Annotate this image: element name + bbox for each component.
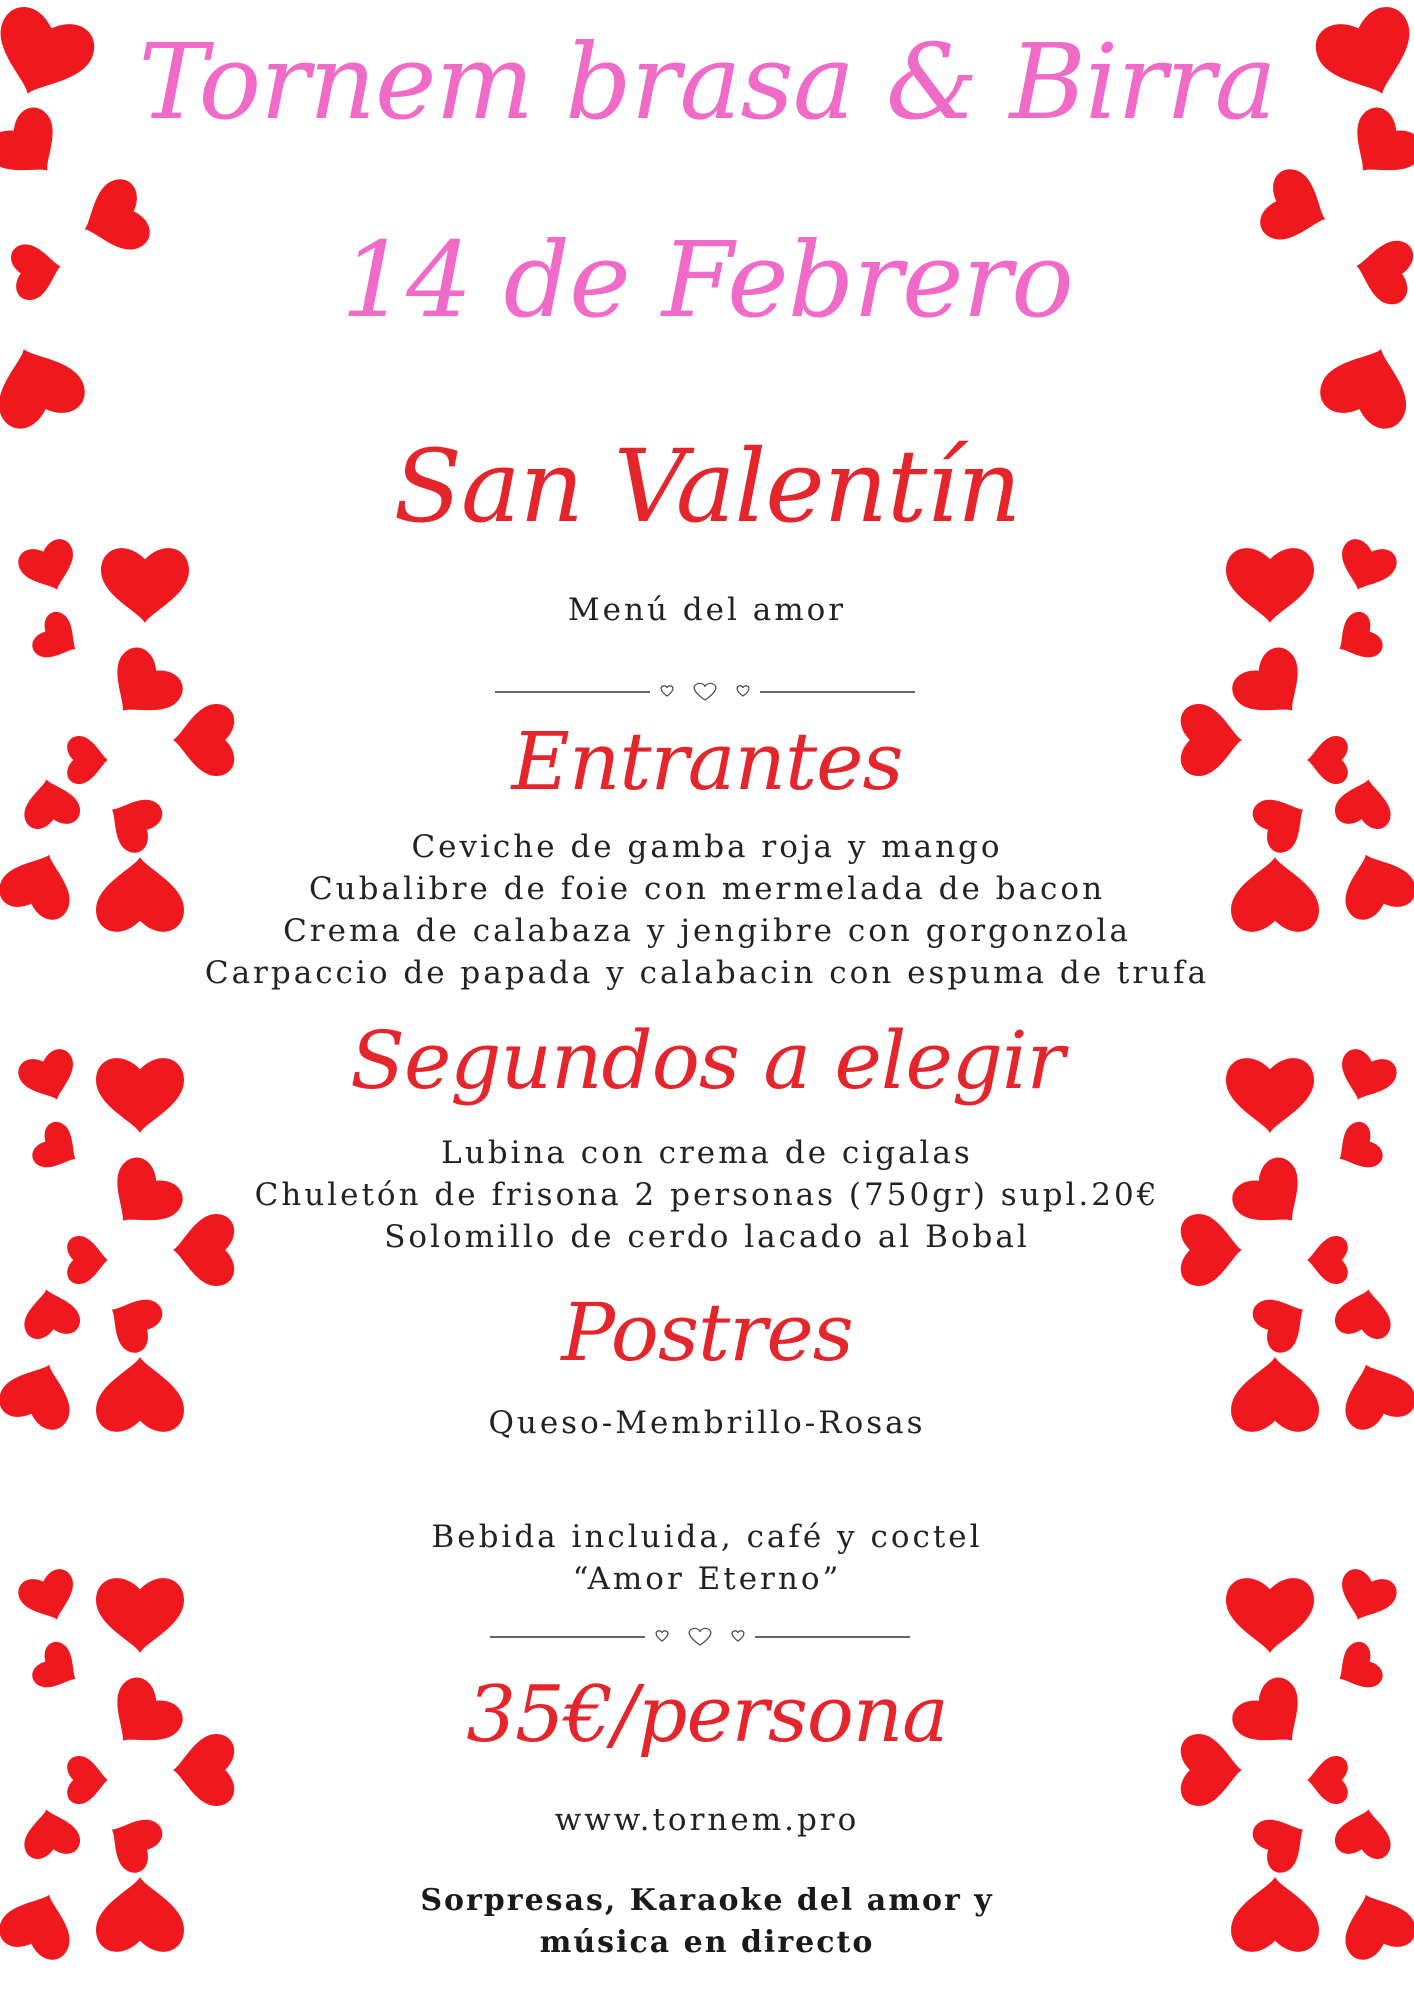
heart-icon: [694, 683, 716, 700]
event-date: 14 de Febrero: [341, 219, 1073, 341]
small-heart-icon: [737, 686, 749, 696]
small-heart-icon: [732, 1631, 744, 1641]
list-item: Queso-Membrillo-Rosas: [488, 1405, 926, 1441]
restaurant-title: Tornem brasa & Birra: [138, 21, 1276, 143]
heart-divider-top: [490, 680, 920, 704]
list-item: Chuletón de frisona 2 personas (750gr) supl.20€: [254, 1177, 1160, 1213]
starters-list: [0, 826, 1414, 994]
website-link[interactable]: www.tornem.pro: [554, 1802, 860, 1838]
extras-info: [0, 1880, 1414, 1964]
drinks-info: [0, 1516, 1414, 1600]
desserts-title: Postres: [561, 1286, 853, 1379]
list-item: Solomillo de cerdo lacado al Bobal: [384, 1219, 1030, 1255]
cocktail-name: “Amor Eterno”: [572, 1561, 842, 1597]
mains-list: [0, 1132, 1414, 1258]
drinks-line: Bebida incluida, café y coctel: [431, 1519, 983, 1555]
list-item: Ceviche de gamba roja y mango: [411, 829, 1003, 865]
desserts-list: [0, 1402, 1414, 1444]
heart-divider-bottom: [485, 1625, 915, 1649]
price: 35€/persona: [466, 1670, 948, 1760]
heart-icon: [689, 1628, 711, 1645]
small-heart-icon: [656, 1631, 668, 1641]
list-item: Lubina con crema de cigalas: [441, 1135, 973, 1171]
list-item: Carpaccio de papada y calabacin con espuma de trufa: [204, 955, 1210, 991]
list-item: Cubalibre de foie con mermelada de bacon: [308, 871, 1106, 907]
starters-title: Entrantes: [511, 715, 903, 808]
extras-line: Sorpresas, Karaoke del amor y: [420, 1883, 994, 1918]
list-item: Crema de calabaza y jengibre con gorgonzola: [283, 913, 1131, 949]
small-heart-icon: [661, 686, 673, 696]
occasion-title: San Valentín: [393, 428, 1021, 545]
extras-line: música en directo: [539, 1925, 875, 1960]
menu-subtitle: Menú del amor: [567, 592, 847, 628]
mains-title: Segundos a elegir: [350, 1014, 1064, 1107]
